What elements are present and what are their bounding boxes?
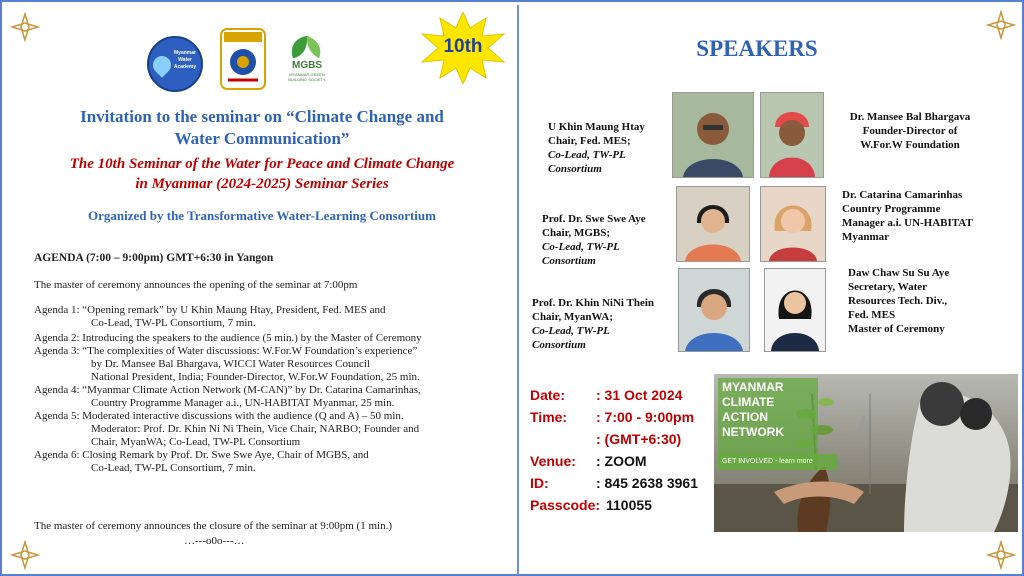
venue-value: : ZOOM	[596, 453, 647, 469]
corner-ornament-icon	[10, 540, 40, 570]
meeting-id-value: : 845 2638 3961	[596, 475, 698, 491]
mcan-cta[interactable]: GET INVOLVED - learn more	[718, 454, 838, 470]
agenda-item: Agenda 6: Closing Remark by Prof. Dr. Swe Swe Aye, Chair of MGBS, and Co-Lead, TW-PL Consortium, 7 min.	[34, 449, 369, 474]
tenth-badge-label: 10th	[443, 36, 483, 57]
agenda-opening: The master of ceremony announces the opening of the seminar at 7:00pm	[34, 279, 358, 291]
date-label: Date:	[530, 387, 566, 403]
agenda-item: Agenda 3: “The complexities of Water discussions: W.For.W Foundation’s experience” by Dr. Mansee Bal Bhargava, WICCI Water Resources Council National President, India; Founder-Director, W.For.W Foundation, 25 min.	[34, 345, 420, 383]
organized-by: Organized by the Transformative Water-Learning Consortium	[88, 208, 436, 223]
mcan-title: MYANMAR CLIMATE ACTION NETWORK	[722, 380, 784, 439]
speaker-photo	[760, 186, 826, 262]
speaker-photo	[760, 92, 824, 178]
speaker-khin-nini-thein: Prof. Dr. Khin NiNi Thein Chair, MyanWA; Co-Lead, TW-PL Consortium	[532, 297, 655, 351]
agenda-list	[34, 304, 509, 475]
passcode-value: 110055	[606, 497, 652, 513]
water-academy-logo-text: Myanmar Water Academy	[173, 50, 197, 70]
passcode-label: Passcode:	[530, 497, 601, 513]
agenda-header: AGENDA (7:00 – 9:00pm) GMT+6:30 in Yangon	[34, 252, 274, 264]
agenda-item: Agenda 4: “Myanmar Climate Action Network (M-CAN)” by Dr. Catarina Camarinhas, Country Programme Manager a.i., UN-HABITAT Myanmar, 25 min.	[34, 384, 421, 409]
mcan-banner	[714, 374, 1018, 532]
mgbs-logo-text: MGBS	[292, 60, 322, 71]
corner-ornament-icon	[10, 12, 40, 42]
corner-ornament-icon	[986, 10, 1016, 40]
speaker-photo	[764, 268, 826, 352]
agenda-item: Agenda 5: Moderated interactive discussions with the audience (Q and A) – 50 min. Moderator: Prof. Dr. Khin Ni Ni Thein, Vice Chair, NARBO; Founder and Chair, MyanWA; Co-Lead, TW-PL Consortium	[34, 410, 420, 448]
time-value: : 7:00 - 9:00pm	[596, 409, 695, 425]
invitation-title-line1: Invitation to the seminar on “Climate Change and	[80, 107, 444, 126]
invitation-title-line2: Water Communication”	[174, 129, 350, 148]
mgbs-logo-subtext: MYANMAR GREEN BUILDING SOCIETY	[288, 72, 326, 82]
tenth-badge	[420, 12, 506, 84]
column-divider	[517, 5, 519, 575]
agenda-item: Agenda 1: “Opening remark” by U Khin Maung Htay, President, Fed. MES and Co-Lead, TW-PL Consortium, 7 min.	[34, 304, 386, 329]
id-label: ID:	[530, 475, 549, 491]
speaker-chaw-su-su-aye: Daw Chaw Su Su Aye Secretary, Water Resources Tech. Div., Fed. MES Master of Ceremony	[848, 267, 950, 335]
speaker-khin-maung-htay: U Khin Maung Htay Chair, Fed. MES; Co-Lead, TW-PL Consortium	[548, 121, 645, 175]
agenda-item: Agenda 2: Introducing the speakers to the audience (5 min.) by the Master of Ceremony	[34, 332, 422, 344]
mgbs-logo	[282, 34, 332, 89]
fed-mes-emblem-logo	[220, 28, 266, 90]
agenda-closing: The master of ceremony announces the closure of the seminar at 9:00pm (1 min.)	[34, 520, 392, 532]
seminar-subtitle-line1: The 10th Seminar of the Water for Peace and Climate Change	[69, 156, 455, 172]
corner-ornament-icon	[986, 540, 1016, 570]
speaker-photo	[676, 186, 750, 262]
end-mark: …---o0o---…	[184, 535, 245, 547]
seminar-subtitle-line2: in Myanmar (2024-2025) Seminar Series	[135, 176, 389, 192]
time-label: Time:	[530, 409, 568, 425]
speaker-catarina-camarinhas: Dr. Catarina Camarinhas Country Programme Manager a.i. UN-HABITAT Myanmar	[842, 189, 973, 243]
date-value: : 31 Oct 2024	[596, 387, 683, 403]
timezone-value: : (GMT+6:30)	[596, 431, 682, 447]
water-academy-logo	[147, 36, 203, 92]
speaker-swe-swe-aye: Prof. Dr. Swe Swe Aye Chair, MGBS; Co-Lead, TW-PL Consortium	[542, 213, 646, 267]
speaker-photo	[672, 92, 754, 178]
speaker-photo	[678, 268, 750, 352]
speaker-mansee-bal-bhargava: Dr. Mansee Bal Bhargava Founder-Director of W.For.W Foundation	[849, 111, 971, 151]
venue-label: Venue:	[530, 453, 576, 469]
speakers-heading: SPEAKERS	[696, 36, 818, 61]
event-details	[530, 384, 716, 516]
